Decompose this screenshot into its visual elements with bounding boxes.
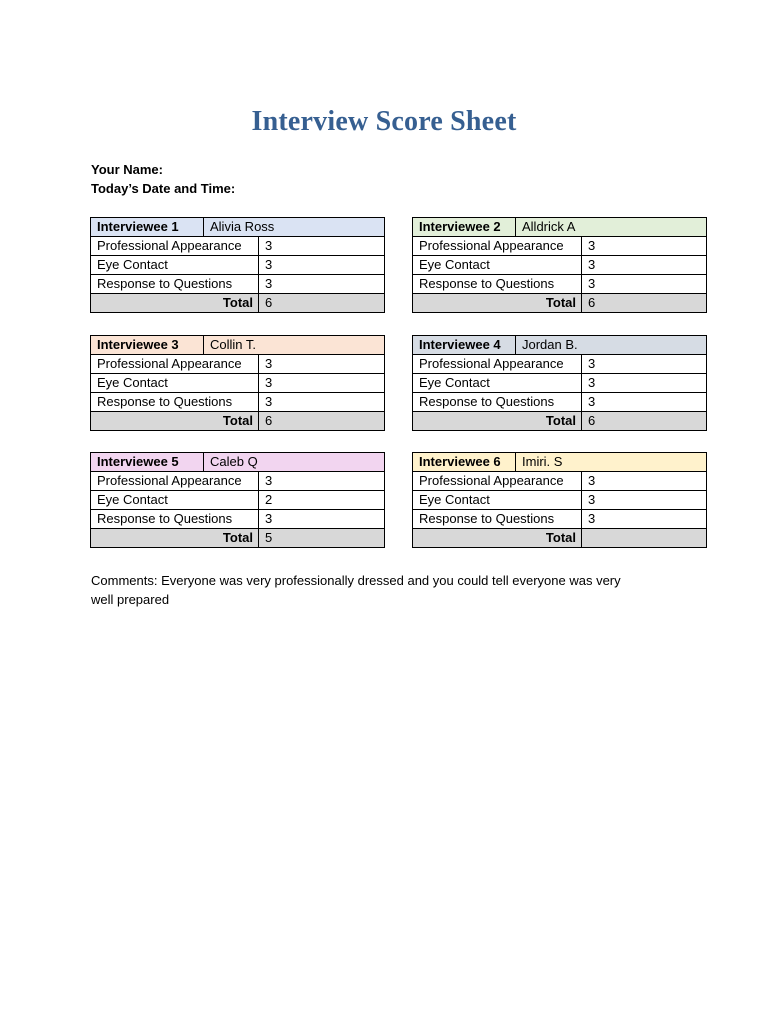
comments-line-1: Comments: Everyone was very professionally dressed and you could tell everyone was very xyxy=(91,573,621,588)
criteria-score: 3 xyxy=(259,355,385,374)
total-value: 6 xyxy=(582,412,707,431)
total-value: 5 xyxy=(259,529,385,548)
criteria-row xyxy=(91,472,385,491)
criteria-row xyxy=(413,374,707,393)
total-value xyxy=(582,529,707,548)
criteria-score: 3 xyxy=(582,472,707,491)
header-row xyxy=(91,453,385,472)
criteria-row xyxy=(91,355,385,374)
total-row xyxy=(413,529,707,548)
your-name-label: Your Name: xyxy=(91,162,163,177)
criteria-row xyxy=(91,393,385,412)
total-row xyxy=(91,294,385,313)
criteria-label: Professional Appearance xyxy=(91,237,259,256)
total-label: Total xyxy=(413,529,582,548)
total-label: Total xyxy=(413,412,582,431)
criteria-label: Response to Questions xyxy=(91,510,259,529)
total-row xyxy=(413,412,707,431)
total-label: Total xyxy=(413,294,582,313)
criteria-score: 3 xyxy=(582,374,707,393)
criteria-score: 2 xyxy=(259,491,385,510)
criteria-row xyxy=(91,237,385,256)
total-label: Total xyxy=(91,529,259,548)
interviewee-label: Interviewee 3 xyxy=(91,336,204,355)
date-time-label: Today’s Date and Time: xyxy=(91,181,236,196)
criteria-score: 3 xyxy=(259,275,385,294)
interviewee-name: Alivia Ross xyxy=(204,218,385,237)
interviewee-name: Jordan B. xyxy=(516,336,707,355)
criteria-row xyxy=(413,472,707,491)
criteria-label: Eye Contact xyxy=(91,256,259,275)
criteria-label: Professional Appearance xyxy=(91,355,259,374)
criteria-score: 3 xyxy=(259,237,385,256)
interviewee-label: Interviewee 5 xyxy=(91,453,204,472)
criteria-row xyxy=(413,237,707,256)
score-table-2 xyxy=(412,217,707,313)
criteria-score: 3 xyxy=(582,275,707,294)
page-title: Interview Score Sheet xyxy=(251,106,517,137)
criteria-score: 3 xyxy=(259,393,385,412)
interviewee-name: Collin T. xyxy=(204,336,385,355)
criteria-row xyxy=(413,491,707,510)
header-row xyxy=(91,218,385,237)
score-table-1 xyxy=(90,217,385,313)
criteria-label: Eye Contact xyxy=(91,374,259,393)
criteria-label: Professional Appearance xyxy=(91,472,259,491)
criteria-score: 3 xyxy=(582,256,707,275)
criteria-score: 3 xyxy=(259,510,385,529)
criteria-row xyxy=(91,374,385,393)
criteria-label: Professional Appearance xyxy=(413,472,582,491)
interviewee-label: Interviewee 6 xyxy=(413,453,516,472)
interviewee-label: Interviewee 2 xyxy=(413,218,516,237)
total-row xyxy=(91,529,385,548)
header-row xyxy=(413,218,707,237)
total-value: 6 xyxy=(259,294,385,313)
criteria-row xyxy=(91,256,385,275)
score-table-6 xyxy=(412,452,707,548)
criteria-label: Eye Contact xyxy=(91,491,259,510)
criteria-score: 3 xyxy=(259,374,385,393)
criteria-score: 3 xyxy=(582,491,707,510)
criteria-row xyxy=(91,510,385,529)
total-value: 6 xyxy=(259,412,385,431)
criteria-row xyxy=(413,355,707,374)
criteria-score: 3 xyxy=(582,393,707,412)
criteria-label: Eye Contact xyxy=(413,491,582,510)
criteria-row xyxy=(413,393,707,412)
criteria-label: Response to Questions xyxy=(91,275,259,294)
criteria-row xyxy=(413,256,707,275)
header-row xyxy=(91,336,385,355)
criteria-row xyxy=(91,275,385,294)
criteria-score: 3 xyxy=(582,237,707,256)
criteria-label: Eye Contact xyxy=(413,374,582,393)
header-row xyxy=(413,453,707,472)
criteria-score: 3 xyxy=(259,472,385,491)
total-label: Total xyxy=(91,294,259,313)
criteria-label: Response to Questions xyxy=(413,275,582,294)
criteria-score: 3 xyxy=(582,355,707,374)
criteria-label: Eye Contact xyxy=(413,256,582,275)
total-label: Total xyxy=(91,412,259,431)
interviewee-name: Caleb Q xyxy=(204,453,385,472)
criteria-label: Professional Appearance xyxy=(413,237,582,256)
total-value: 6 xyxy=(582,294,707,313)
criteria-row xyxy=(413,275,707,294)
criteria-label: Professional Appearance xyxy=(413,355,582,374)
criteria-score: 3 xyxy=(582,510,707,529)
total-row xyxy=(413,294,707,313)
interviewee-label: Interviewee 1 xyxy=(91,218,204,237)
score-table-4 xyxy=(412,335,707,431)
criteria-row xyxy=(91,491,385,510)
criteria-label: Response to Questions xyxy=(413,393,582,412)
score-table-3 xyxy=(90,335,385,431)
criteria-score: 3 xyxy=(259,256,385,275)
interviewee-label: Interviewee 4 xyxy=(413,336,516,355)
comments xyxy=(91,571,671,609)
interviewee-name: Imiri. S xyxy=(516,453,707,472)
comments-line-2: well prepared xyxy=(91,592,170,607)
score-table-5 xyxy=(90,452,385,548)
criteria-label: Response to Questions xyxy=(91,393,259,412)
criteria-row xyxy=(413,510,707,529)
interviewee-name: Alldrick A xyxy=(516,218,707,237)
header-row xyxy=(413,336,707,355)
total-row xyxy=(91,412,385,431)
criteria-label: Response to Questions xyxy=(413,510,582,529)
